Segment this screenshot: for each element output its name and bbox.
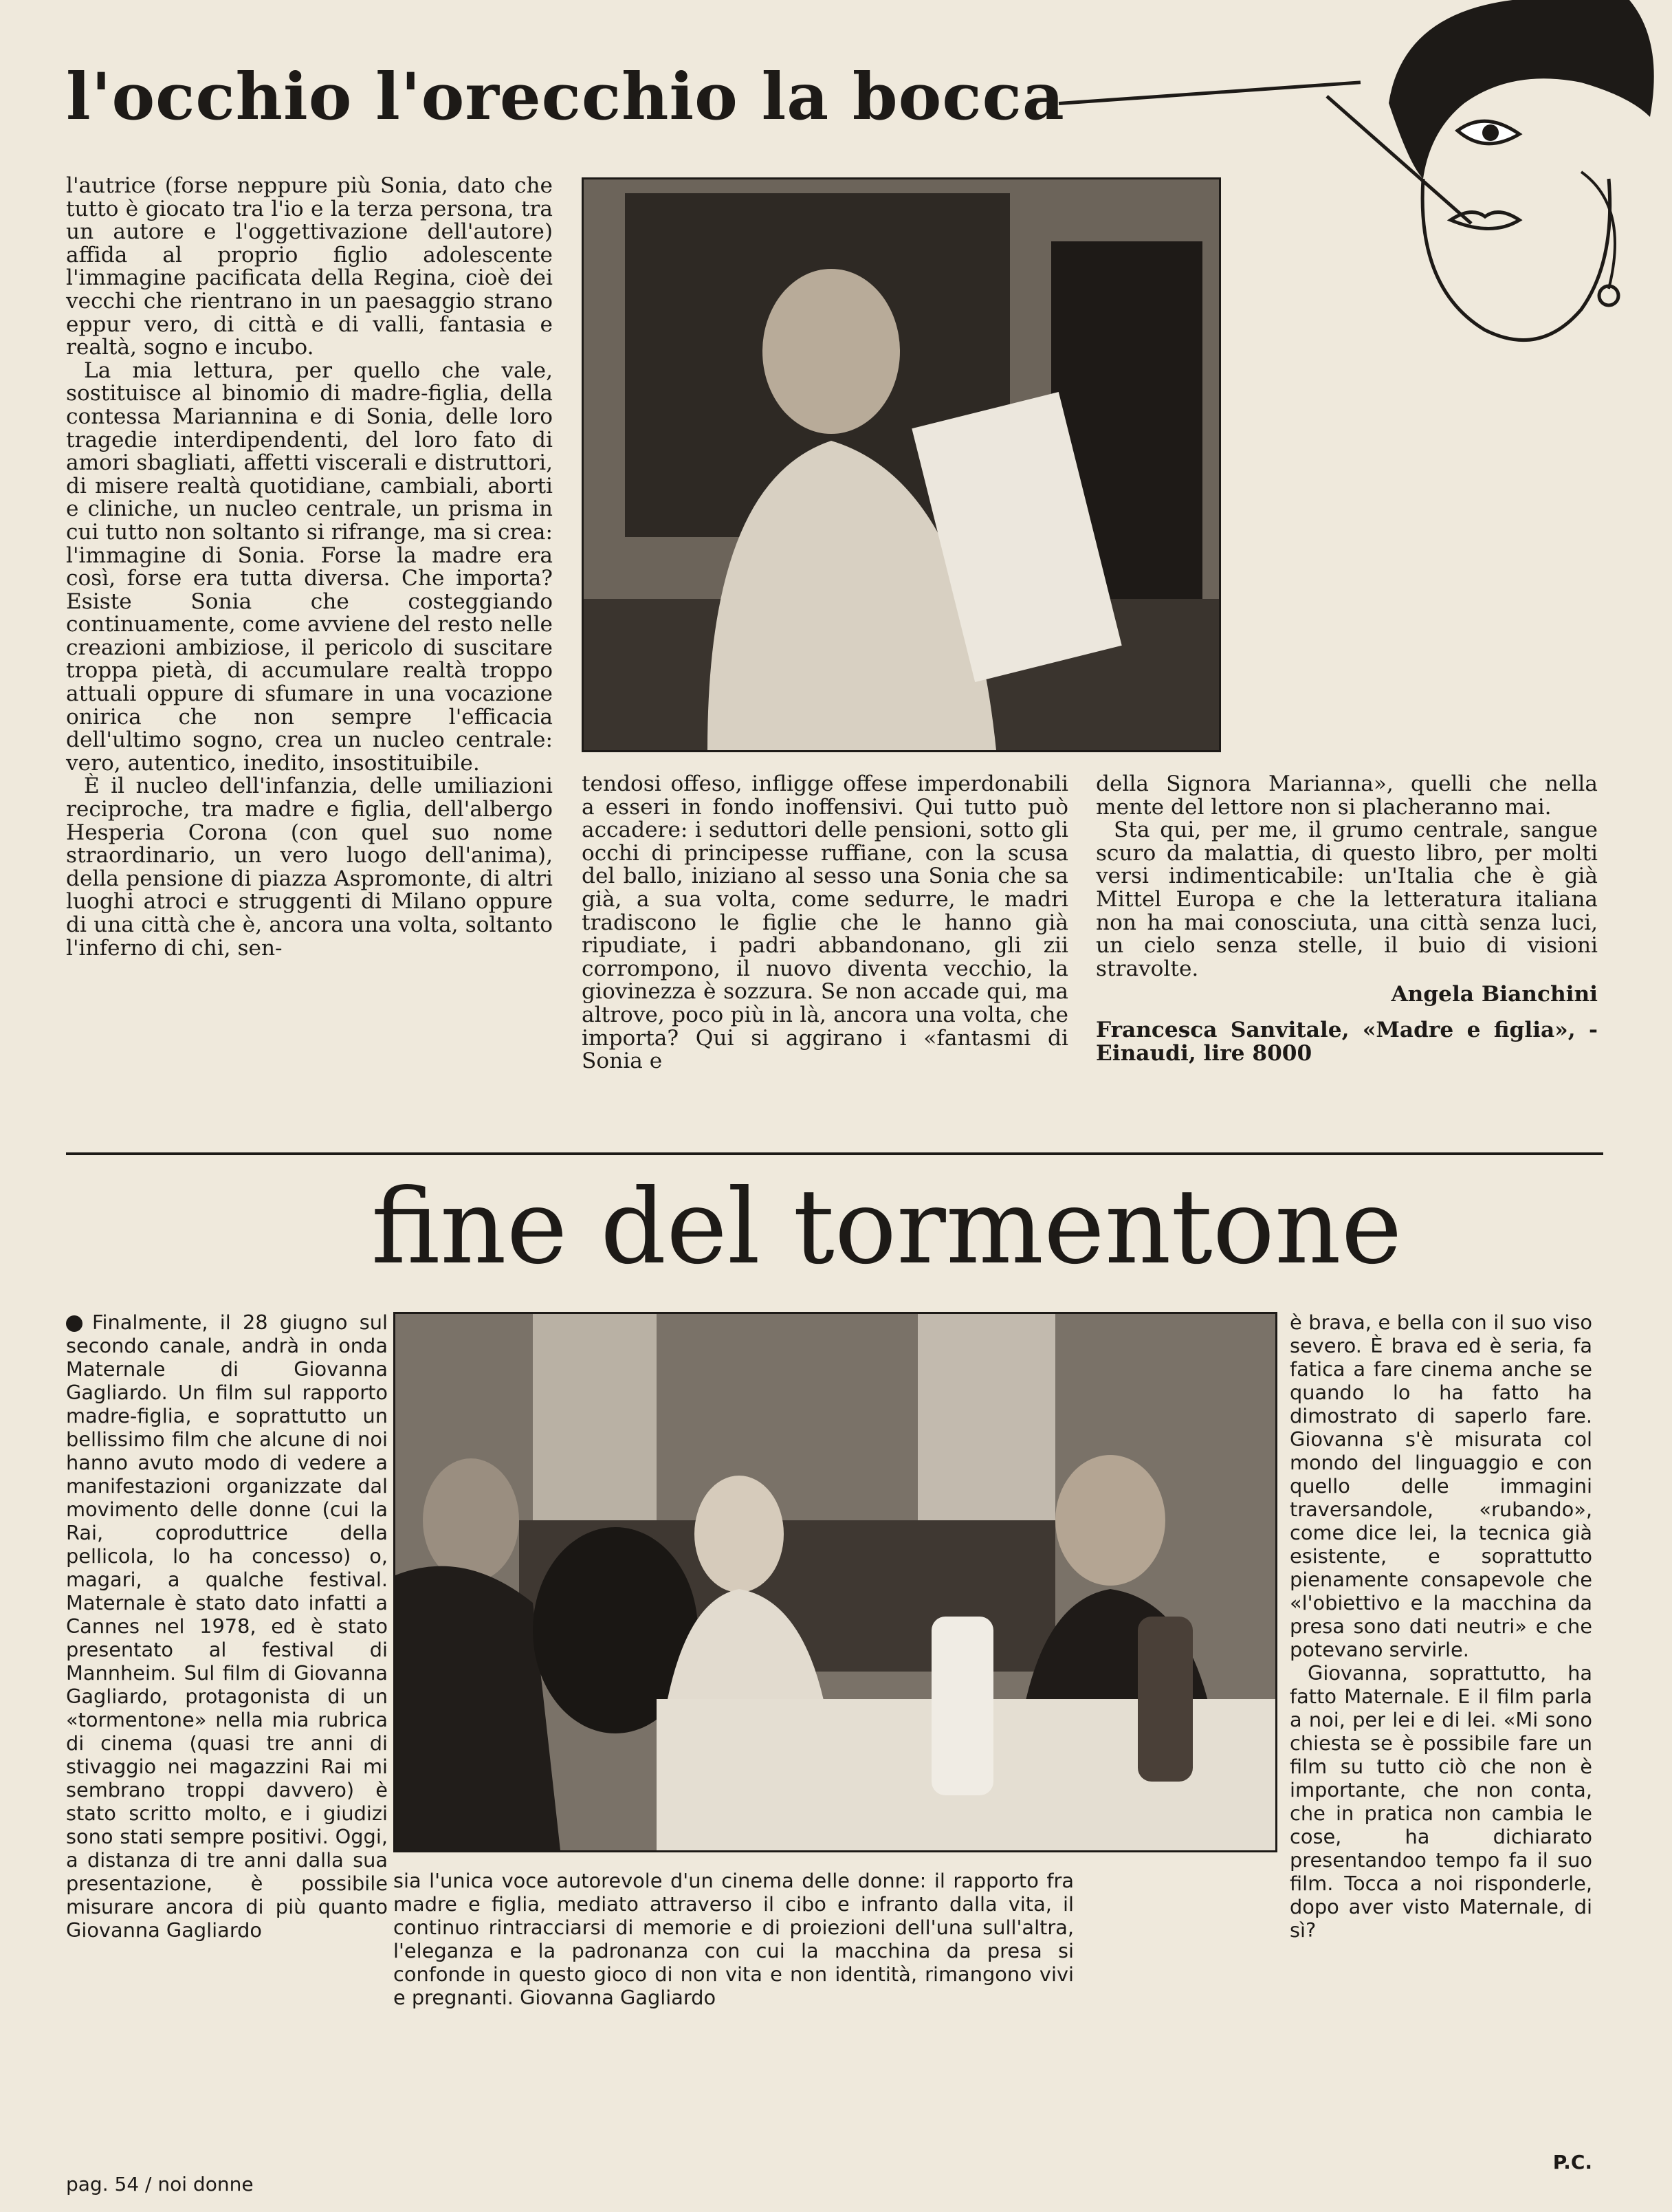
feature-column-1: [66, 1311, 388, 1942]
review-paragraph: l'autrice (forse neppure più Sonia, dato che tutto è giocato tra l'io e la terza persona, tra un autore e l'oggettivazione dell'autore) affida al proprio figlio adolescente l'immagine pacificata della Regina, cioè dei vecchi che rientrano in un paesaggio strano eppur vero, di città e di valli, fantasia e realtà, sogno e incubo.: [66, 173, 553, 360]
review-paragraph: della Signora Marianna», quelli che nella mente del lettore non si placheranno mai.: [1096, 771, 1598, 820]
review-signature: Angela Bianchini: [1391, 982, 1598, 1007]
feature-paragraph: Giovanna, soprattutto, ha fatto Maternale. E il film parla a noi, per lei e di lei. «Mi sono chiesta se è possibile fare un film su tutto ciò che non è importante, che non conta, che in pratica non cambia le cose, ha dichiarato presentandoo tempo fa il suo film. Tocca a noi risponderle, dopo aver visto Maternale, di sì?: [1290, 1661, 1592, 1942]
book-credit: Francesca Sanvitale, «Madre e figlia», - Einaudi, lire 8000: [1096, 1017, 1598, 1066]
article-initials: P.C.: [1552, 2151, 1592, 2173]
feature-paragraph: è brava, e bella con il suo viso severo. È brava ed è seria, fa fatica a fare cinema anche se quando lo ha fatto ha dimostrato di saperlo fare. Giovanna s'è misurata col mondo del linguaggio e con quello delle immagini traversandole, «rubando», come dice lei, la tecnica già esistente, e soprattutto pienamente consapevole che «l'obiettivo e la macchina da presa sono dati neutri» e che potevano servirle.: [1290, 1311, 1592, 1661]
review-column-3: [1096, 773, 1598, 1065]
earring: [1599, 286, 1618, 305]
hair-shape: [1389, 0, 1654, 179]
review-column-1: [66, 175, 553, 960]
masthead-title: l'occhio l'orecchio la bocca: [66, 59, 1065, 135]
bullet-icon: [66, 1315, 82, 1332]
review-column-2: [582, 773, 1068, 1073]
feature-column-3: [1290, 1311, 1592, 1942]
page-footer: pag. 54 / noi donne: [66, 2173, 254, 2195]
girl-head: [694, 1476, 784, 1592]
feature-lead: Finalmente, il 28 giugno sul secondo canale, andrà in onda Maternale di Giovanna Gagliardo. Un film sul rapporto madre-figlia, e soprattutto un bellissimo film che alcune di noi hanno avuto modo di vedere a manifestazioni organizzate dal movimento delle donne (cui la Rai, coproduttrice della pellicola, lo ha concesso) o, magari, a qualche festival. Maternale è stato dato infatti a Cannes nel 1978, ed è stato presentato al festival di Mannheim. Sul film di Giovanna Gagliardo, protagonista di un «tormentone» nella mia rubrica di cinema (quasi tre anni di stivaggio nei magazzini Rai mi sembrano troppi davvero) è stato scritto molto, e i giudizi sono stati sempre positivi. Oggi, a distanza di tre anni dalla sua presentazione, è possibile misurare ancora di più quanto Giovanna Gagliardo: [66, 1311, 388, 1942]
review-paragraph: È il nucleo dell'infanzia, delle umiliazioni reciproche, tra madre e figlia, dell'albergo Hesperia Corona (con quel suo nome straordinario, un vero luogo dell'anima), della pensione di piazza Aspromonte, di altri luoghi atroci e struggenti di Milano oppure di una città che è, ancora una volta, soltanto l'inferno di chi, sen-: [66, 774, 553, 961]
review-paragraph: La mia lettura, per quello che vale, sostituisce al binomio di madre-figlia, della contessa Mariannina e di Sonia, delle loro tragedie interdipendenti, del loro fato di amori sbagliati, affetti viscerali e distruttori, di misere realtà quotidiane, cambiali, aborti e cliniche, un nucleo centrale, un prisma in cui tutto non soltanto si rifrange, ma si crea: l'immagine di Sonia. Forse la madre era così, forse era tutta diversa. Che importa? Esiste Sonia che costeggiando continuamente, come avviene del resto nelle creazioni ambiziose, il pericolo di suscitare troppa pietà, di accumulare realtà troppo attuali oppure di sfumare in una vocazione onirica che non sempre l'efficacia dell'ultimo sogno, crea un nucleo centrale: vero, autentico, inedito, insostituibile.: [66, 358, 553, 776]
page-number: pag. 54: [66, 2173, 140, 2195]
review-paragraph: Sta qui, per me, il grumo centrale, sangue scuro da malattia, di questo libro, per molti versi indimenticabile: un'Italia che è già Mittel Europa e che la letteratura italiana non ha mai conosciuta, una città senza luci, un cielo senza stelle, il buio di visioni stravolte.: [1096, 818, 1598, 981]
eye-pupil: [1482, 124, 1499, 141]
magazine-name: noi donne: [157, 2173, 254, 2195]
man-head: [423, 1458, 519, 1582]
figure-head: [762, 269, 900, 434]
face-outline: [1422, 179, 1610, 340]
face-illustration: [1306, 0, 1672, 385]
feature-column-2: [393, 1869, 1074, 2009]
film-still-photo: [393, 1312, 1277, 1852]
feature-paragraph: sia l'unica voce autorevole d'un cinema delle donne: il rapporto fra madre e figlia, mediato attraverso il cibo e infranto dalla vita, il continuo rintracciarsi di memorie e di proiezioni dell'una sull'altra, l'eleganza e la padronanza con cui la macchina da presa si confonde in questo gioco di non vita e non identità, rimangono vivi e pregnanti. Giovanna Gagliardo: [393, 1869, 1074, 2009]
feature-headline: fine del tormentone: [371, 1168, 1402, 1287]
carafe-shape: [932, 1617, 993, 1795]
decanter-shape: [1138, 1617, 1193, 1782]
section-divider: [66, 1152, 1603, 1155]
author-portrait-photo: [582, 177, 1221, 752]
mother-head: [1055, 1455, 1165, 1586]
review-paragraph: tendosi offeso, infligge offese imperdonabili a esseri in fondo inoffensivi. Qui tutto può accadere: i seduttori delle pensioni, sotto gli occhi di principesse ruffiane, con la scusa del ballo, iniziano al sesso una Sonia che sa già, a sua volta, come sedurre, le madri tradiscono le figlie che le hanno già ripudiate, i padri abbandonano, gli zii corrompono, il nuovo diventa vecchio, la giovinezza è sozzura. Se non accade qui, ma altrove, poco più in là, ancora una volta, che importa? Qui si aggirano i «fantasmi di Sonia e: [582, 771, 1068, 1074]
